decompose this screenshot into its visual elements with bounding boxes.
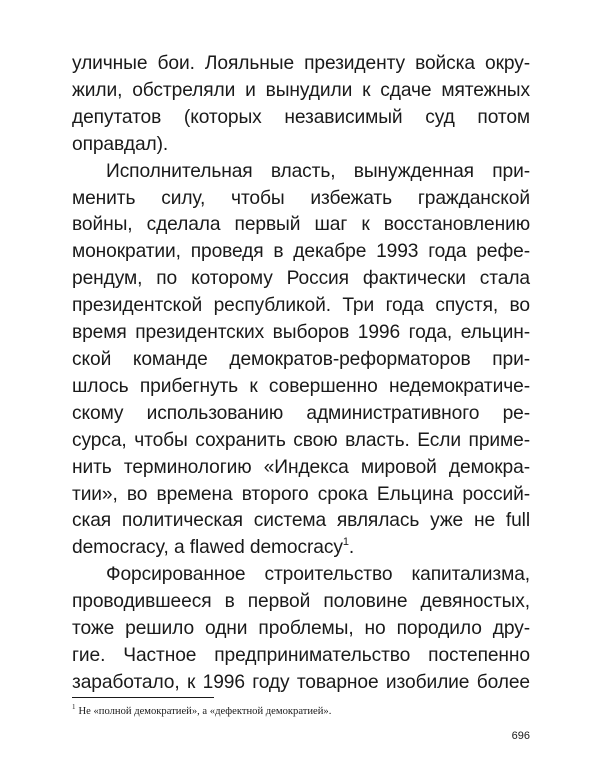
text-line-with-footnote bbox=[72, 535, 530, 562]
footnote-marker: 1 bbox=[72, 703, 76, 712]
paragraph-1 bbox=[72, 51, 530, 159]
text-line: скому использованию административного ре- bbox=[72, 402, 530, 424]
text-line: рендум, по которому Россия фактически стала bbox=[72, 268, 530, 290]
paragraph-2 bbox=[72, 159, 530, 563]
text-line: оправдал). bbox=[72, 133, 169, 155]
text-line: депутатов (которых независимый суд потом bbox=[72, 106, 530, 128]
sentence-end: . bbox=[348, 537, 355, 559]
text-line: президентской республикой. Три года спустя, во bbox=[72, 295, 530, 317]
text-line: сурса, чтобы сохранить свою власть. Если приме- bbox=[72, 429, 530, 451]
text-line: тоже решило одни проблемы, но породило дру- bbox=[72, 618, 530, 640]
text-line: заработало, к 1996 году товарное изобилие более bbox=[72, 671, 530, 693]
text-line: тии», во времена второго срока Ельцина россий- bbox=[72, 483, 530, 505]
text-line: проводившееся в первой половине девяностых, bbox=[72, 591, 530, 613]
text-line: ская политическая система являлась уже не full bbox=[72, 510, 530, 532]
text-line: нить терминологию «Индекса мировой демокра- bbox=[72, 456, 530, 478]
text-line: Форсированное строительство капитализма, bbox=[106, 564, 530, 586]
text-line: Исполнительная власть, вынужденная при- bbox=[106, 160, 530, 182]
text-line: ской команде демократов-реформаторов при- bbox=[72, 348, 530, 370]
footnote-text: Не «полной демократией», а «дефектной демократией». bbox=[78, 706, 332, 717]
text-line: democracy, а flawed democracy bbox=[72, 537, 343, 559]
page-number: 696 bbox=[511, 730, 530, 742]
text-line: монократии, проведя в декабре 1993 года рефе- bbox=[72, 241, 530, 263]
footnote-divider bbox=[72, 697, 214, 698]
text-line: гие. Частное предпринимательство постепенно bbox=[72, 644, 530, 666]
text-line: шлось прибегнуть к совершенно недемократиче- bbox=[72, 375, 530, 397]
main-text bbox=[72, 51, 530, 697]
text-line: жили, обстреляли и вынудили к сдаче мятежных bbox=[72, 79, 530, 101]
footnote-reference[interactable]: 1 bbox=[342, 535, 349, 548]
text-line: время президентских выборов 1996 года, ельцин- bbox=[72, 322, 530, 344]
paragraph-3 bbox=[72, 562, 530, 697]
text-line: менить силу, чтобы избежать гражданской bbox=[72, 187, 530, 209]
text-line: уличные бои. Лояльные президенту войска окру- bbox=[72, 53, 530, 74]
text-line: войны, сделала первый шаг к восстановлению bbox=[72, 214, 530, 236]
footnote bbox=[72, 705, 331, 719]
